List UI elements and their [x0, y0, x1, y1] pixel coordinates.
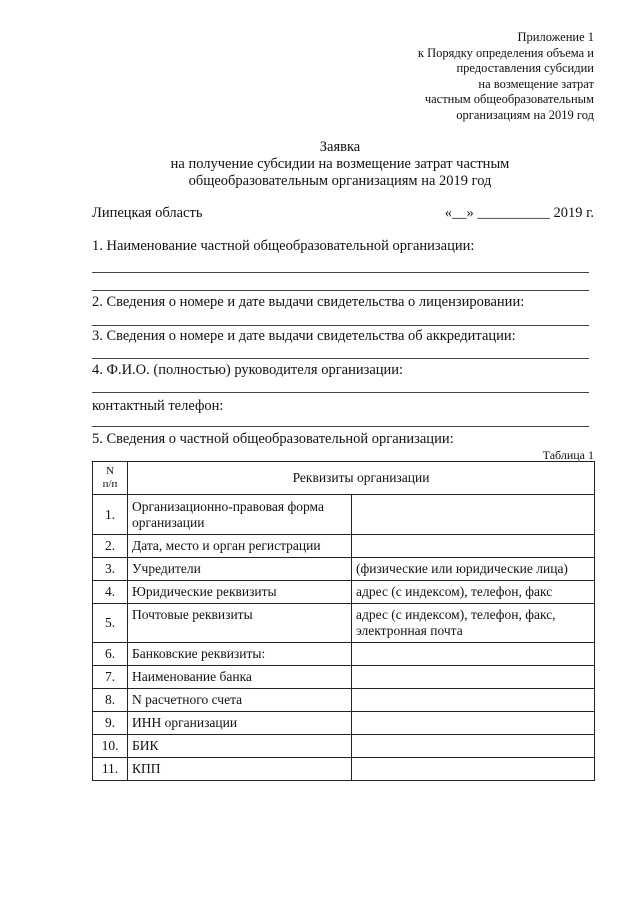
row-name: Банковские реквизиты:: [128, 643, 352, 666]
table-row: [93, 735, 595, 758]
row-name: Юридические реквизиты: [128, 581, 352, 604]
row-name: Учредители: [128, 558, 352, 581]
row-number: 11.: [93, 758, 128, 781]
row-value-cell[interactable]: [352, 666, 595, 689]
row-name: Дата, место и орган регистрации: [128, 535, 352, 558]
date-field[interactable]: «__» __________ 2019 г.: [444, 205, 594, 221]
header-number-line-2: п/п: [102, 478, 118, 490]
row-name: БИК: [128, 735, 352, 758]
table-row: [93, 666, 595, 689]
row-number: 4.: [93, 581, 128, 604]
table-row: [93, 758, 595, 781]
row-value-cell[interactable]: [352, 735, 595, 758]
row-value-cell[interactable]: [352, 535, 595, 558]
table-row: [93, 495, 595, 535]
field-4-label: 4. Ф.И.О. (полностью) руководителя организации:: [92, 362, 404, 378]
row-number: 8.: [93, 689, 128, 712]
appendix-line: к Порядку определения объема и: [417, 45, 594, 60]
field-3-label: 3. Сведения о номере и дате выдачи свидетельства об аккредитации:: [92, 328, 516, 344]
row-value-cell[interactable]: [352, 758, 595, 781]
row-value-cell[interactable]: адрес (с индексом), телефон, факс, электронная почта: [352, 604, 595, 643]
table-row: [93, 643, 595, 666]
table-row: [93, 689, 595, 712]
appendix-line: Приложение 1: [517, 30, 594, 44]
table-row: [93, 604, 595, 643]
title-line-2: на получение субсидии на возмещение затрат частным: [170, 156, 510, 172]
table-row: [93, 581, 595, 604]
row-value-cell[interactable]: [352, 495, 595, 535]
region-label: Липецкая область: [92, 205, 203, 221]
field-1-line-b[interactable]: [92, 290, 589, 291]
table-row: [93, 558, 595, 581]
field-5-label: 5. Сведения о частной общеобразовательной организации:: [92, 431, 454, 447]
row-name: Наименование банка: [128, 666, 352, 689]
document-title: [0, 139, 640, 190]
row-value-cell[interactable]: адрес (с индексом), телефон, факс: [352, 581, 595, 604]
row-value-cell[interactable]: (физические или юридические лица): [352, 558, 595, 581]
row-number: 2.: [93, 535, 128, 558]
row-number: 6.: [93, 643, 128, 666]
field-2-label: 2. Сведения о номере и дате выдачи свидетельства о лицензировании:: [92, 294, 525, 310]
title-line-1: Заявка: [319, 139, 361, 155]
appendix-line: организациям на 2019 год: [456, 107, 594, 122]
row-number: 9.: [93, 712, 128, 735]
phone-label: контактный телефон:: [92, 398, 224, 414]
appendix-note: [418, 30, 594, 124]
header-requisites: Реквизиты организации: [128, 462, 595, 495]
field-4-line[interactable]: [92, 392, 589, 393]
row-name: Организационно-правовая форма организации: [128, 495, 352, 535]
row-value-cell[interactable]: [352, 643, 595, 666]
region-date-row: [92, 205, 594, 222]
field-2-line[interactable]: [92, 325, 589, 326]
table-header-row: [93, 462, 595, 495]
table-row: [93, 712, 595, 735]
appendix-line: частным общеобразовательным: [424, 92, 594, 107]
field-1-label: 1. Наименование частной общеобразовательной организации:: [92, 238, 475, 254]
row-name: ИНН организации: [128, 712, 352, 735]
header-number: [93, 462, 128, 495]
row-name: N расчетного счета: [128, 689, 352, 712]
row-name: КПП: [128, 758, 352, 781]
field-3-line[interactable]: [92, 358, 589, 359]
header-number-line-1: N: [106, 465, 114, 477]
row-number: 7.: [93, 666, 128, 689]
title-line-3: общеобразовательным организациям на 2019 год: [188, 173, 492, 189]
row-number: 3.: [93, 558, 128, 581]
appendix-line: на возмещение затрат: [478, 76, 594, 91]
row-number: 5.: [93, 604, 128, 643]
row-name: Почтовые реквизиты: [128, 604, 352, 643]
requisites-table: [92, 461, 595, 781]
row-number: 10.: [93, 735, 128, 758]
table-caption: Таблица 1: [542, 448, 594, 462]
field-1-line-a[interactable]: [92, 272, 589, 273]
appendix-line: предоставления субсидии: [456, 61, 594, 76]
table-row: [93, 535, 595, 558]
row-number: 1.: [93, 495, 128, 535]
phone-line[interactable]: [92, 426, 589, 427]
row-value-cell[interactable]: [352, 689, 595, 712]
row-value-cell[interactable]: [352, 712, 595, 735]
